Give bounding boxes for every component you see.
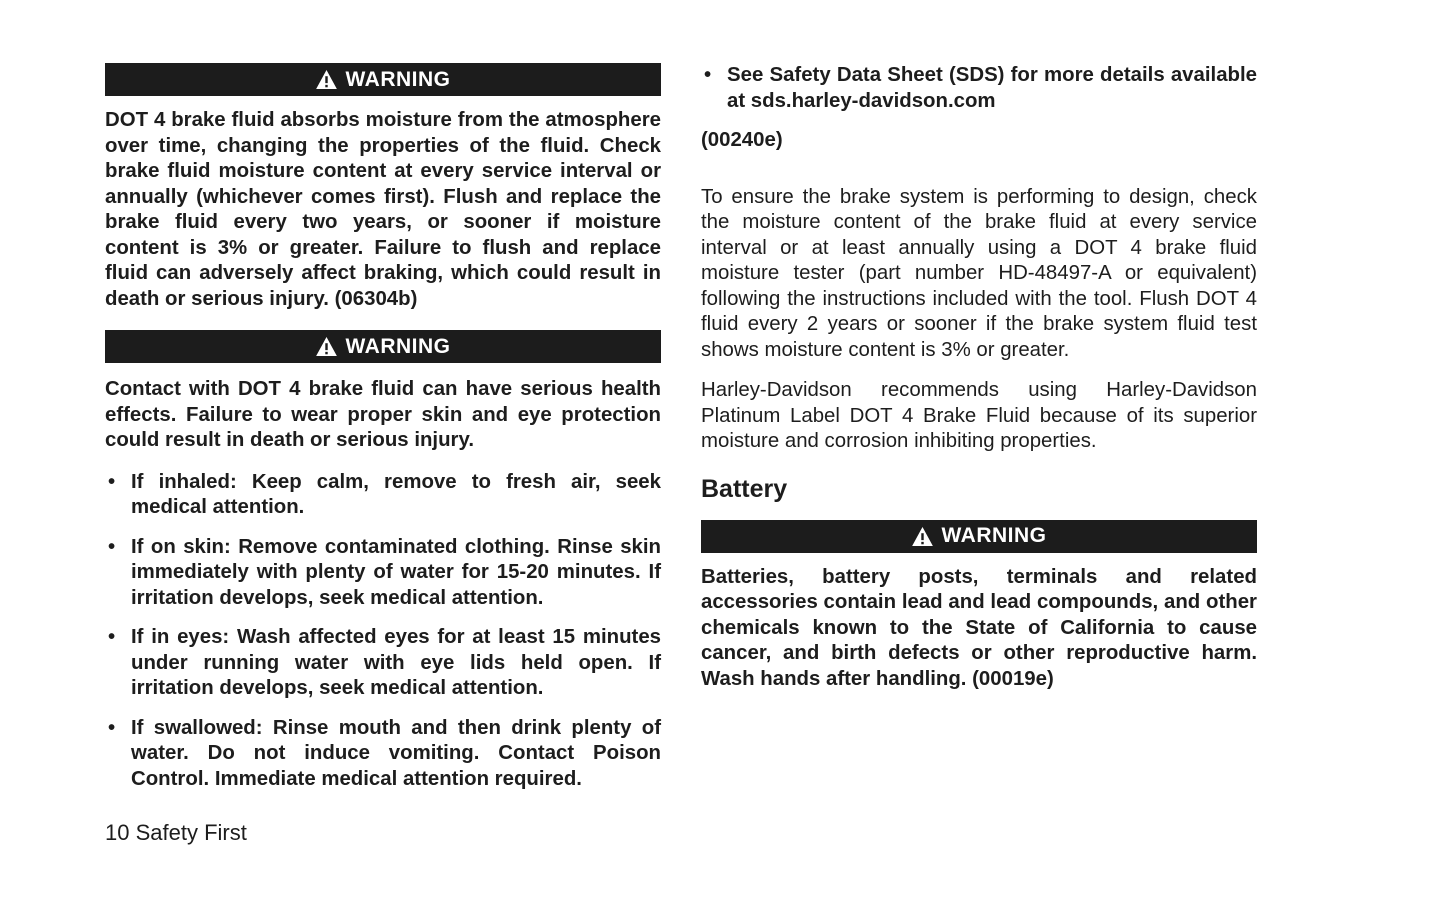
list-item [105,716,661,793]
left-column [105,63,661,792]
list-item-sds [701,63,1257,114]
list-item [105,535,661,612]
bullet-icon: • [108,716,116,739]
page-footer: 10 Safety First [105,820,247,845]
warning-triangle-icon [316,70,337,89]
warning-banner-label: WARNING [941,524,1047,547]
list-item [105,625,661,702]
bullet-icon: • [108,626,116,648]
section-heading-battery: Battery [701,474,788,503]
bullet-icon: • [108,535,116,558]
warning-body-brake-fluid-contact: Contact with DOT 4 brake fluid can have serious health effects. Failure to wear proper skin and eye protection could result in death or serious injury. [105,378,661,451]
right-column [701,63,1257,692]
bullet-icon: • [704,64,712,86]
warning-triangle-icon [316,337,337,356]
list-item-text: If swallowed: Rinse mouth and then drink plenty of water. Do not induce vomiting. Contact Poison Control. Immediate medical attention required. [131,716,661,790]
document-code: (00240e) [701,129,783,151]
warning-banner-brake-fluid-moisture [105,63,661,96]
bullet-icon: • [108,470,116,493]
warning-triangle-icon [912,527,933,546]
paragraph-recommended-fluid: Harley-Davidson recommends using Harley-Davidson Platinum Label DOT 4 Brake Fluid because of its superior moisture and corrosion inhibiting properties. [701,379,1257,452]
list-item-text: See Safety Data Sheet (SDS) for more details available at sds.harley-davidson.com [727,64,1257,112]
list-item [105,470,661,521]
warning-banner-label: WARNING [345,334,451,358]
warning-banner-brake-fluid-contact [105,330,661,363]
warning-banner-label: WARNING [345,67,451,91]
warning-body-brake-fluid-moisture: DOT 4 brake fluid absorbs moisture from the atmosphere over time, changing the properties of the fluid. Check brake fluid moisture content at every service interval or annually (whichever comes first). Flush and replace the brake fluid every two years, or sooner if moisture content is 3% or greater. Failure to flush and replace fluid can adversely affect braking, which could result in death or serious injury. (06304b) [105,109,661,310]
list-item-text: If inhaled: Keep calm, remove to fresh air, seek medical attention. [131,470,661,518]
paragraph-moisture-test: To ensure the brake system is performing to design, check the moisture content of the brake fluid at every service interval or at least annually using a DOT 4 brake fluid moisture tester (part number HD-48497-A or equivalent) following the instructions included with the tool. Flush DOT 4 fluid every 2 years or sooner if the brake system fluid test shows moisture content is 3% or greater. [701,185,1257,361]
warning-body-battery: Batteries, battery posts, terminals and related accessories contain lead and lead compounds, and other chemicals known to the State of California to cause cancer, and birth defects or other reproductive harm. Wash hands after handling. (00019e) [701,565,1257,690]
first-aid-bullet-list [105,470,661,793]
list-item-text: If in eyes: Wash affected eyes for at least 15 minutes under running water with eye lids held open. If irritation develops, seek medical attention. [131,626,661,699]
list-item-text: If on skin: Remove contaminated clothing. Rinse skin immediately with plenty of water for 15-20 minutes. If irritation develops, seek medical attention. [131,535,661,609]
warning-banner-battery [701,520,1257,553]
